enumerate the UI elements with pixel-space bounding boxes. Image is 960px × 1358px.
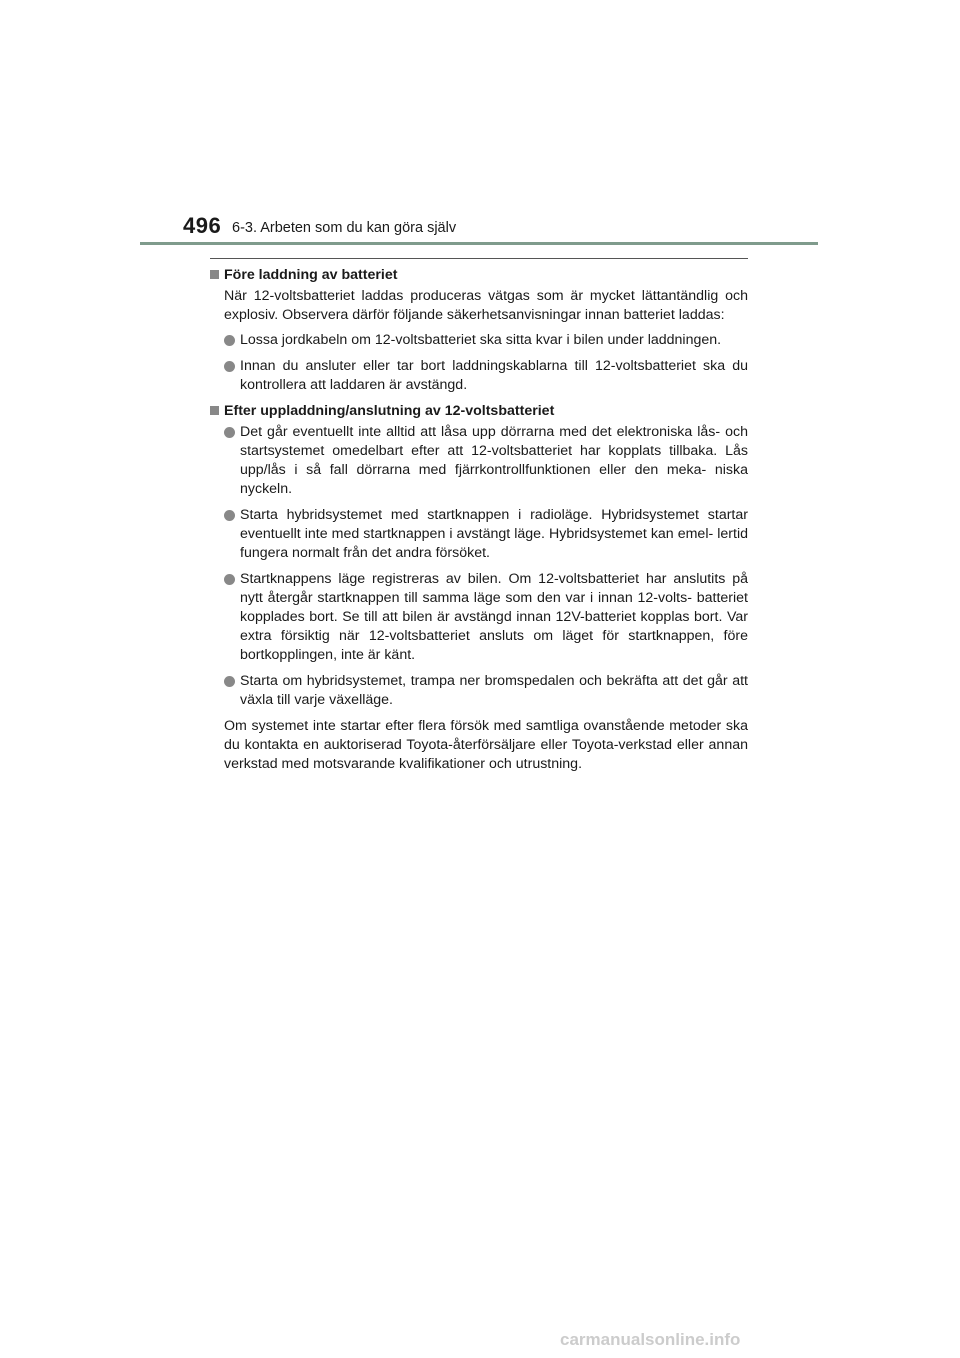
list-item-text: Det går eventuellt inte alltid att låsa upp dörrarna med det elektroniska lås- och startsystemet omedelbart efter att 12-voltsbatteriet har kopplats tillbaka. Lås upp/lås i så fall dörrarna med fjärrkontrollfunktionen eller den meka- niska nyckeln. [240, 424, 748, 497]
header-rule [140, 242, 818, 245]
footer-watermark: carmanualsonline.info [560, 1330, 741, 1349]
circle-bullet-icon [224, 427, 235, 438]
list-item-text: Starta hybridsystemet med startknappen i radioläge. Hybridsystemet startar eventuellt inte med startknappen i avstängt läge. Hybridsystemet kan emel- lertid fungera normalt från det andra försöket. [240, 507, 748, 561]
list-item-text: Starta om hybridsystemet, trampa ner bromspedalen och bekräfta att det går att växla till varje växelläge. [240, 673, 748, 708]
page-content [210, 266, 748, 780]
heading-text: Efter uppladdning/anslutning av 12-voltsbatteriet [224, 403, 555, 419]
square-bullet-icon [210, 406, 219, 415]
content-top-rule [210, 258, 748, 259]
section-intro: När 12-voltsbatteriet laddas produceras vätgas som är mycket lättantändlig och explosiv. Observera därför följande säkerhetsanvisningar innan batteriet laddas: [224, 288, 748, 323]
page-header [0, 0, 960, 250]
section-heading [210, 266, 748, 285]
circle-bullet-icon [224, 335, 235, 346]
section-title: 6-3. Arbeten som du kan göra själv [232, 220, 457, 236]
circle-bullet-icon [224, 361, 235, 372]
square-bullet-icon [210, 270, 219, 279]
list-item [224, 357, 748, 395]
list-item [224, 570, 748, 665]
list-item [224, 506, 748, 563]
section-outro: Om systemet inte startar efter flera försök med samtliga ovanstående metoder ska du kontakta en auktoriserad Toyota-återförsäljare eller Toyota-verkstad eller annan verkstad med motsvarande kvalifikationer och utrustning. [224, 718, 748, 772]
list-item-text: Innan du ansluter eller tar bort laddningskablarna till 12-voltsbatteriet ska du kontrollera att laddaren är avstängd. [240, 358, 748, 393]
list-item [224, 423, 748, 499]
section-heading [210, 402, 748, 421]
circle-bullet-icon [224, 574, 235, 585]
list-item-text: Lossa jordkabeln om 12-voltsbatteriet ska sitta kvar i bilen under laddningen. [240, 332, 722, 348]
list-item [224, 672, 748, 710]
circle-bullet-icon [224, 510, 235, 521]
list-item-text: Startknappens läge registreras av bilen. Om 12-voltsbatteriet har anslutits på nytt återgår startknappen till samma läge som den var i innan 12-volts- batteriet kopplades bort. Se till att bilen är avstängd innan 12V-batteriet kopplas bort. Var extra försiktig när 12-voltsbatteriet ansluts om läget för startknappen, före bortkopplingen, inte är känt. [240, 571, 748, 663]
page-number: 496 [183, 213, 222, 238]
circle-bullet-icon [224, 676, 235, 687]
list-item [224, 331, 748, 350]
heading-text: Före laddning av batteriet [224, 267, 398, 283]
